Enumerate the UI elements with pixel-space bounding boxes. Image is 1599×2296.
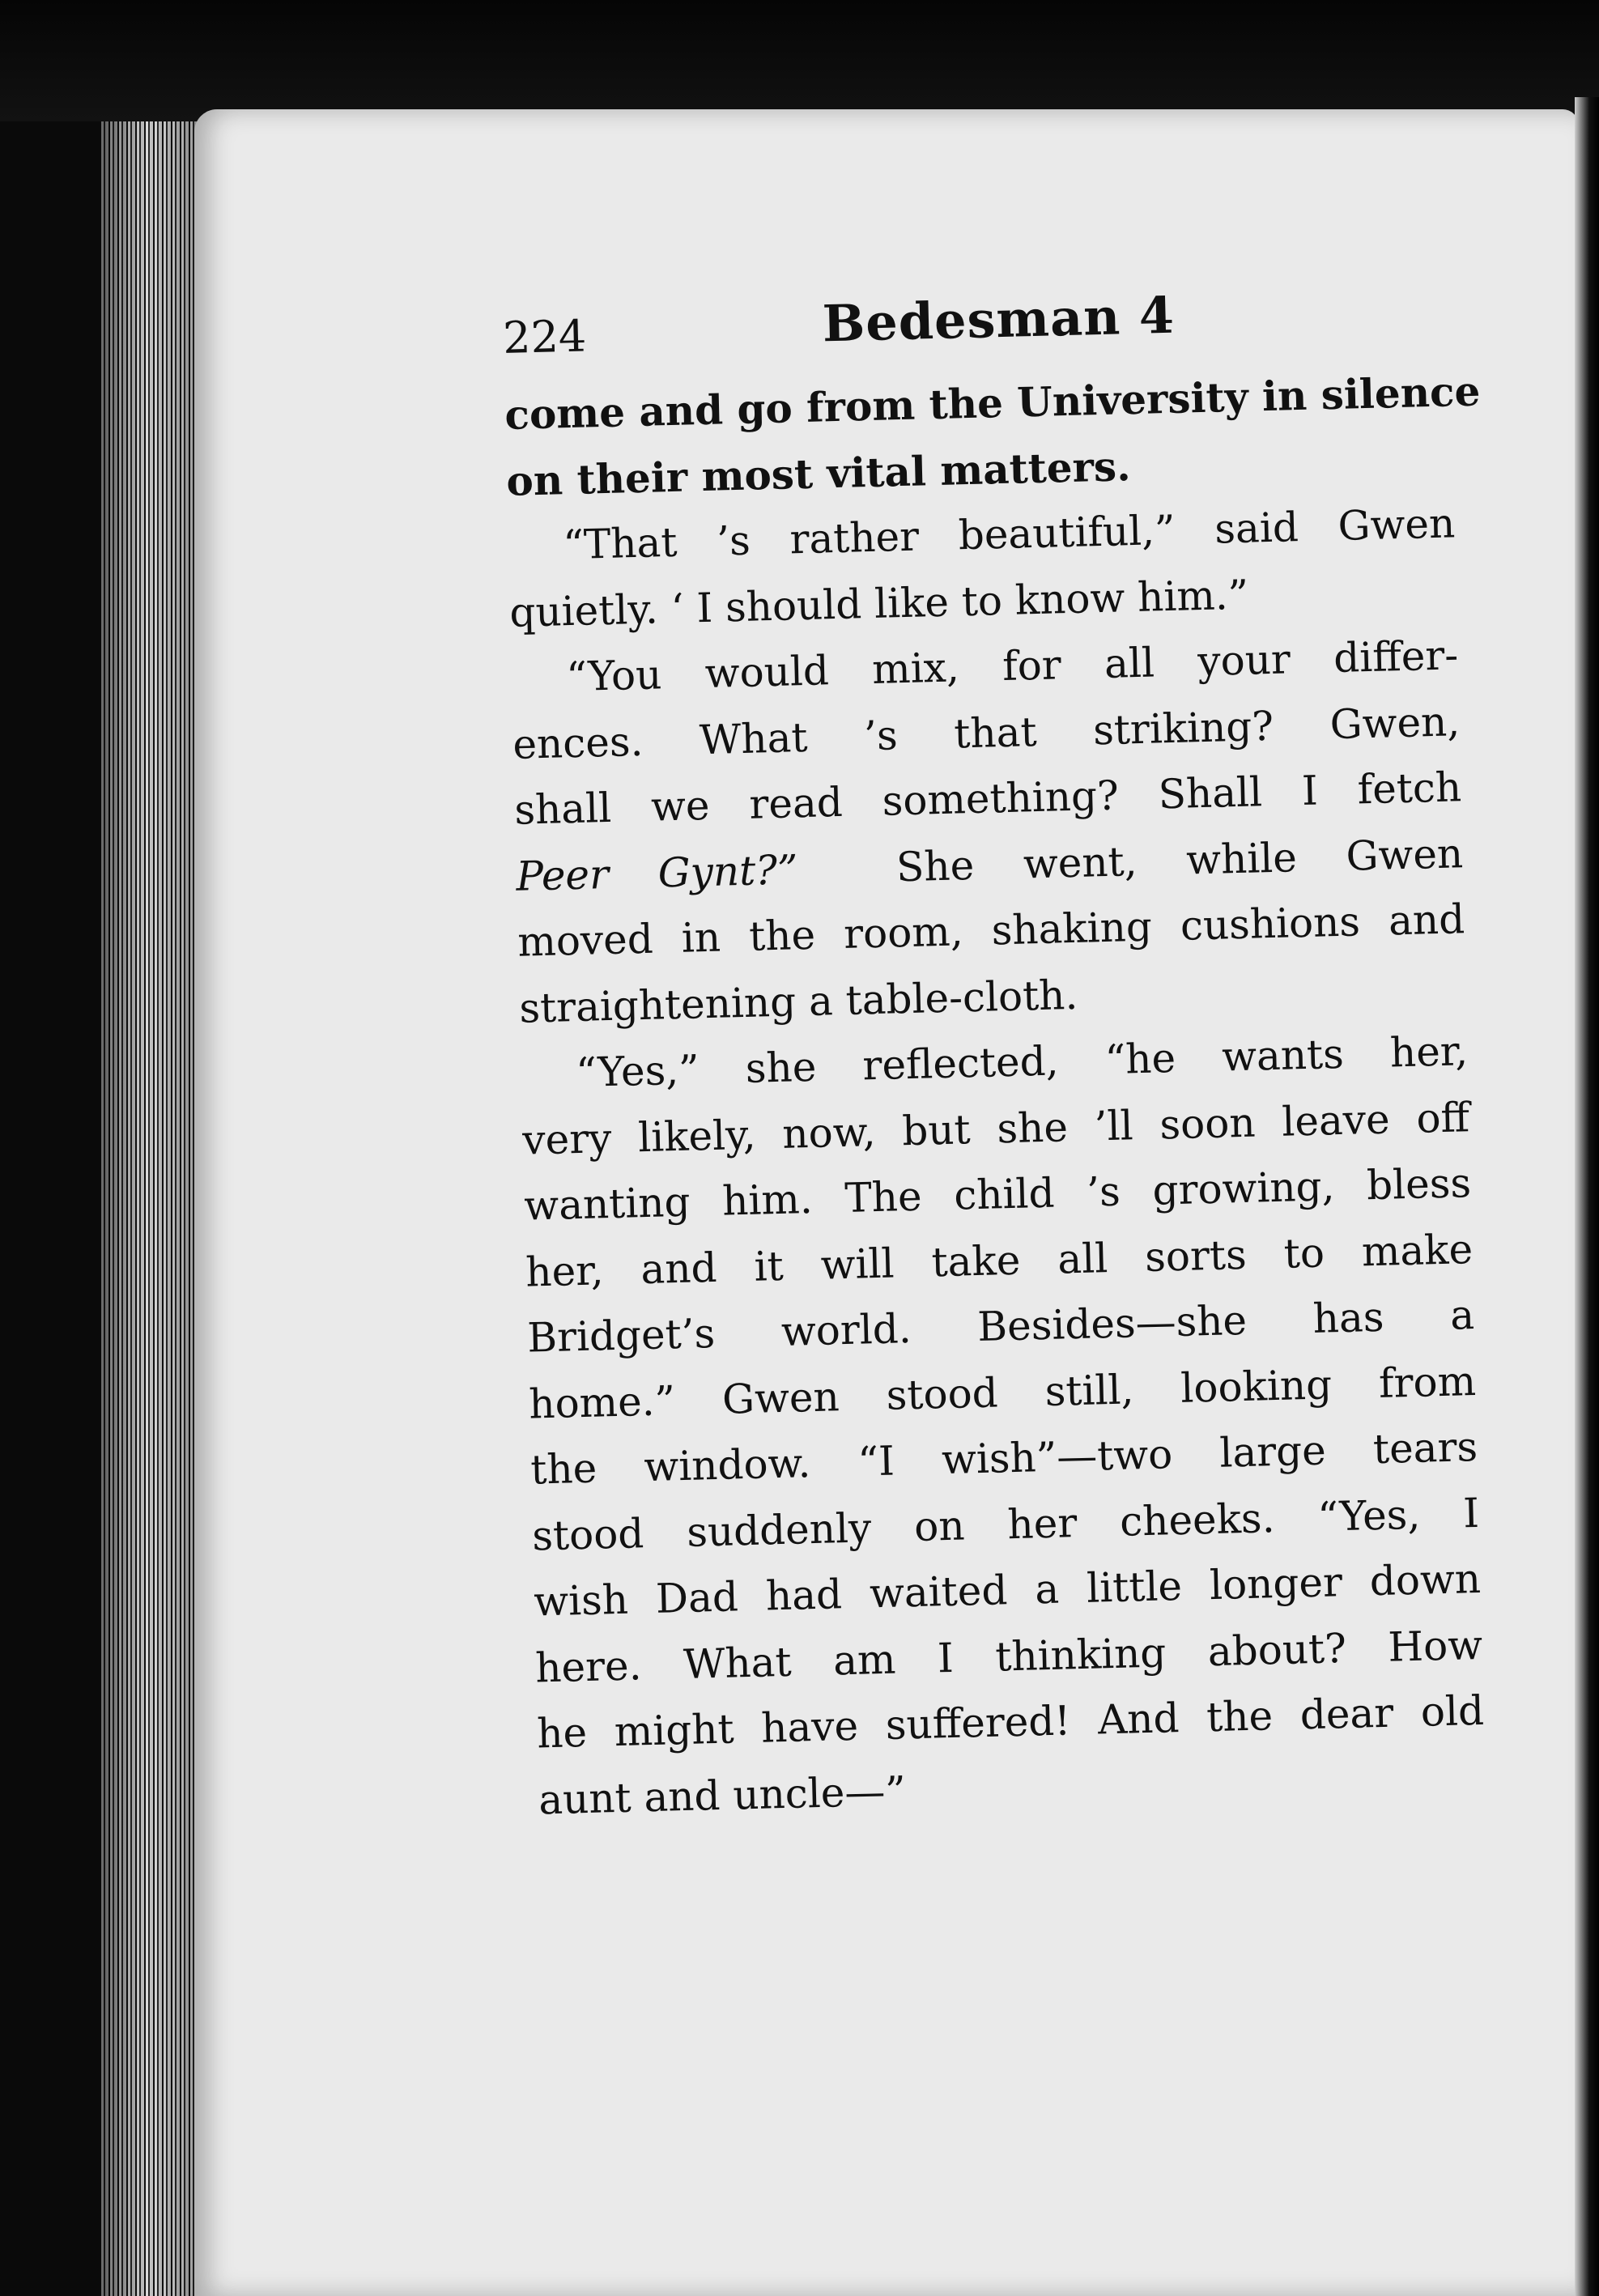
text-line: her, and it will take all sorts to make: [525, 1225, 1474, 1296]
text-line: he might have suffered! And the dear old: [536, 1686, 1485, 1758]
text-line: here. What am I thinking about? How: [534, 1621, 1483, 1691]
body-text: [504, 359, 1486, 1833]
text-line: straightening a table-cloth.: [518, 971, 1078, 1032]
text-line: stood suddenly on her cheeks. “Yes, I: [531, 1489, 1480, 1560]
text-line: moved in the room, shaking cushions and: [517, 895, 1465, 966]
running-title: Bedesman 4: [821, 285, 1176, 354]
text-line: home.” Gwen stood still, looking from: [528, 1357, 1477, 1428]
text-line: aunt and uncle—”: [538, 1767, 907, 1823]
text-line: “Yes,” she reflected, “he wants her,: [575, 1027, 1469, 1097]
text-fragment: She went, while Gwen: [895, 829, 1464, 891]
text-line: on their most vital matters.: [505, 441, 1132, 505]
italic-title: Peer Gynt?”: [515, 845, 799, 900]
text-line: the window. “I wish”—two large tears: [529, 1422, 1478, 1494]
text-line: “You would mix, for all your differ-: [565, 631, 1459, 701]
text-line: very likely, now, but she ’ll soon leave off: [521, 1093, 1470, 1164]
text-line: quietly. ‘ I should like to know him.”: [508, 571, 1249, 636]
scanner-background: [0, 0, 1599, 121]
page-number: 224: [502, 310, 587, 364]
text-line: ences. What ’s that striking? Gwen,: [512, 697, 1461, 768]
text-line: “That ’s rather beautiful,” said Gwen: [562, 500, 1456, 569]
text-line: wanting him. The child ’s growing, bless: [523, 1159, 1472, 1230]
text-line: shall we read something? Shall I fetch: [513, 763, 1462, 834]
text-line: wish Dad had waited a little longer down: [533, 1554, 1482, 1626]
text-line: come and go from the University in silence: [504, 367, 1481, 439]
text-line: Bridget’s world. Besides—she has a: [526, 1291, 1475, 1362]
book-right-edge: [1575, 97, 1599, 2296]
text-block: [502, 276, 1486, 1833]
